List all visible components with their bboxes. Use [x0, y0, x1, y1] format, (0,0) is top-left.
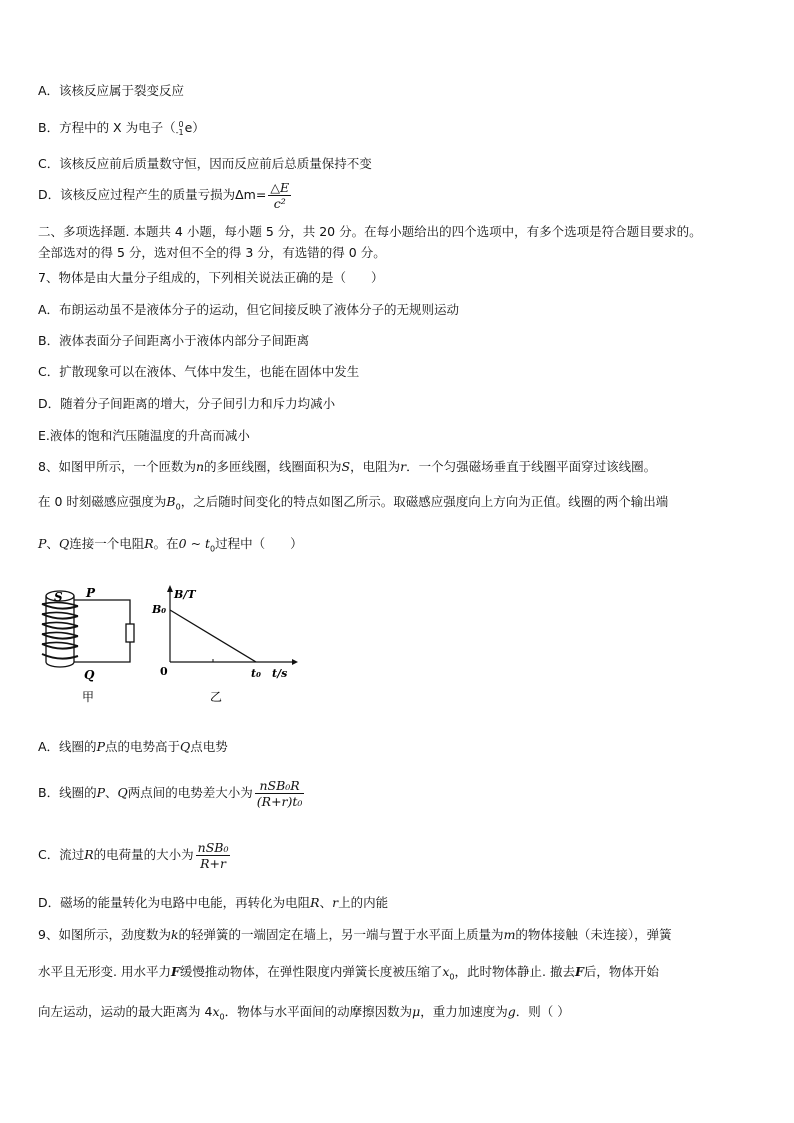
figure-label-jia: 甲	[82, 690, 95, 704]
text: A．线圈的	[38, 739, 97, 754]
q6-electron-mass-number: 0	[178, 119, 184, 129]
var-F: F	[574, 964, 584, 979]
text: 的电荷量的大小为	[93, 847, 194, 862]
y-tick-B0: B₀	[152, 603, 167, 616]
q6-option-d	[38, 180, 293, 211]
q8-option-b	[38, 778, 306, 809]
q6-option-a: A．该核反应属于裂变反应	[38, 83, 185, 98]
potential-difference-fraction	[255, 778, 305, 809]
q8-stem-line2	[38, 494, 668, 516]
q7-option-d: D．随着分子间距离的增大，分子间引力和斥力均减小	[38, 396, 336, 411]
time-range: 0 ~ t	[178, 536, 211, 551]
text: 。在	[153, 536, 179, 551]
text: 点电势	[190, 739, 228, 754]
x-axis-arrow	[292, 659, 298, 665]
q6-option-c: C．该核反应前后质量数守恒，因而反应前后总质量保持不变	[38, 156, 372, 171]
figure-label-yi: 乙	[210, 690, 223, 704]
text: 两点间的电势差大小为	[127, 785, 253, 800]
text: ．物体与水平面间的动摩擦因数为	[224, 1004, 413, 1019]
text: B．线圈的	[38, 785, 97, 800]
fraction-denominator: R+r	[200, 856, 227, 871]
subscript: 0	[175, 502, 181, 512]
q6-electron-charge-number: -1	[175, 127, 184, 137]
var-Q: Q	[117, 785, 128, 800]
y-axis-label: B/T	[174, 588, 196, 601]
q8-option-a	[38, 739, 228, 755]
var-P: P	[96, 739, 105, 754]
var-F: F	[170, 964, 180, 979]
q6-option-b-close: ）	[192, 120, 205, 135]
var-n: n	[195, 459, 205, 474]
text: 向左运动，运动的最大距离为 4	[38, 1004, 213, 1019]
text: 、	[46, 536, 59, 551]
text: ，重力加速度为	[420, 1004, 508, 1019]
var-Q: Q	[180, 739, 191, 754]
text: 、	[319, 895, 333, 910]
q6-option-d-text: D．该核反应过程产生的质量亏损为Δm=	[38, 187, 267, 202]
fraction-numerator: nSB₀	[197, 840, 229, 855]
var-R: R	[144, 536, 154, 551]
q6-electron-symbol: e	[184, 120, 193, 135]
text: C．流过	[38, 847, 85, 862]
text: 的物体接触（未连接），弹簧	[515, 927, 672, 942]
fraction-numerator: △E	[270, 180, 290, 195]
text: 、	[105, 785, 118, 800]
var-B: B	[166, 494, 176, 509]
q9-stem-line2	[38, 964, 659, 986]
text: 8、如图甲所示，一个匝数为	[38, 459, 196, 474]
resistor	[126, 624, 134, 642]
text: 后，物体开始	[583, 964, 659, 979]
text: 过程中（ ）	[215, 536, 303, 551]
text: 的轻弹簧的一端固定在墙上，另一端与置于水平面上质量为	[178, 927, 504, 942]
fraction-numerator: nSB₀R	[255, 778, 305, 794]
q9-stem-line3	[38, 1004, 570, 1026]
section2-line2: 全部选对的得 5 分，选对但不全的得 3 分，有选错的得 0 分。	[38, 245, 386, 260]
var-R: R	[84, 847, 94, 862]
var-x: x	[442, 964, 450, 979]
b-line	[170, 610, 256, 662]
var-r: r	[332, 895, 339, 910]
var-g: g	[507, 1004, 516, 1019]
text: 缓慢推动物体，在弹性限度内弹簧长度被压缩了	[179, 964, 443, 979]
q8-stem-line1	[38, 459, 656, 475]
fraction-denominator: (R+r)t₀	[256, 794, 303, 809]
text: ．则（ ）	[515, 1004, 570, 1019]
var-R: R	[310, 895, 320, 910]
var-r: r	[400, 459, 407, 474]
q7-option-c: C．扩散现象可以在液体、气体中发生，也能在固体中发生	[38, 364, 360, 379]
q8-figure	[30, 582, 300, 712]
mass-defect-fraction	[268, 180, 291, 211]
text: ，电阻为	[350, 459, 401, 474]
text: 水平且无形变. 用水平力	[38, 964, 171, 979]
var-mu: μ	[412, 1004, 421, 1019]
var-S: S	[341, 459, 351, 474]
q7-stem: 7、物体是由大量分子组成的，下列相关说法正确的是（ ）	[38, 270, 384, 285]
var-P: P	[38, 536, 47, 551]
var-k: k	[170, 927, 179, 942]
q7-option-b: B．液体表面分子间距离小于液体内部分子间距离	[38, 333, 310, 348]
coil-label-S: S	[54, 590, 63, 604]
subscript: 0	[449, 972, 455, 982]
coil-label-P: P	[86, 586, 96, 600]
text: ，之后随时间变化的特点如图乙所示。取磁感应强度向上方向为正值。线圈的两个输出端	[180, 494, 669, 509]
text: 在 0 时刻磁感应强度为	[38, 494, 167, 509]
y-axis-arrow	[167, 585, 173, 592]
q6-electron-numbers	[176, 121, 184, 137]
x-tick-t0: t₀	[251, 667, 261, 680]
x-axis-label: t/s	[272, 667, 288, 680]
text: ，此时物体静止. 撤去	[454, 964, 575, 979]
text: 点的电势高于	[104, 739, 180, 754]
var-m: m	[503, 927, 516, 942]
subscript: 0	[219, 1012, 225, 1022]
q8-stem-line3	[38, 536, 303, 558]
text: 9、如图所示，劲度数为	[38, 927, 171, 942]
origin-label: 0	[160, 665, 168, 678]
subscript: 0	[210, 544, 216, 554]
var-P: P	[96, 785, 105, 800]
text: 上的内能	[338, 895, 389, 910]
section2-line1: 二、多项选择题. 本题共 4 小题，每小题 5 分，共 20 分。在每小题给出的四个选项中，有多个选项是符合题目要求的。	[38, 224, 702, 239]
text: ．一个匀强磁场垂直于线圈平面穿过该线圈。	[406, 459, 657, 474]
charge-fraction	[196, 840, 231, 871]
q9-stem-line1	[38, 927, 672, 943]
q8-option-c	[38, 840, 232, 871]
fraction-denominator: c²	[273, 196, 286, 211]
text: 连接一个电阻	[69, 536, 145, 551]
q8-option-d	[38, 895, 388, 911]
text: D．磁场的能量转化为电路中电能，再转化为电阻	[38, 895, 311, 910]
text: 的多匝线圈，线圈面积为	[204, 459, 342, 474]
var-Q: Q	[58, 536, 70, 551]
q6-option-b-text: B．方程中的 X 为电子（	[38, 120, 176, 135]
q7-option-e: E.液体的饱和汽压随温度的升高而减小	[38, 428, 250, 443]
var-x: x	[212, 1004, 220, 1019]
q6-option-b	[38, 120, 205, 137]
coil-label-Q: Q	[84, 668, 95, 682]
q7-option-a: A．布朗运动虽不是液体分子的运动，但它间接反映了液体分子的无规则运动	[38, 302, 460, 317]
